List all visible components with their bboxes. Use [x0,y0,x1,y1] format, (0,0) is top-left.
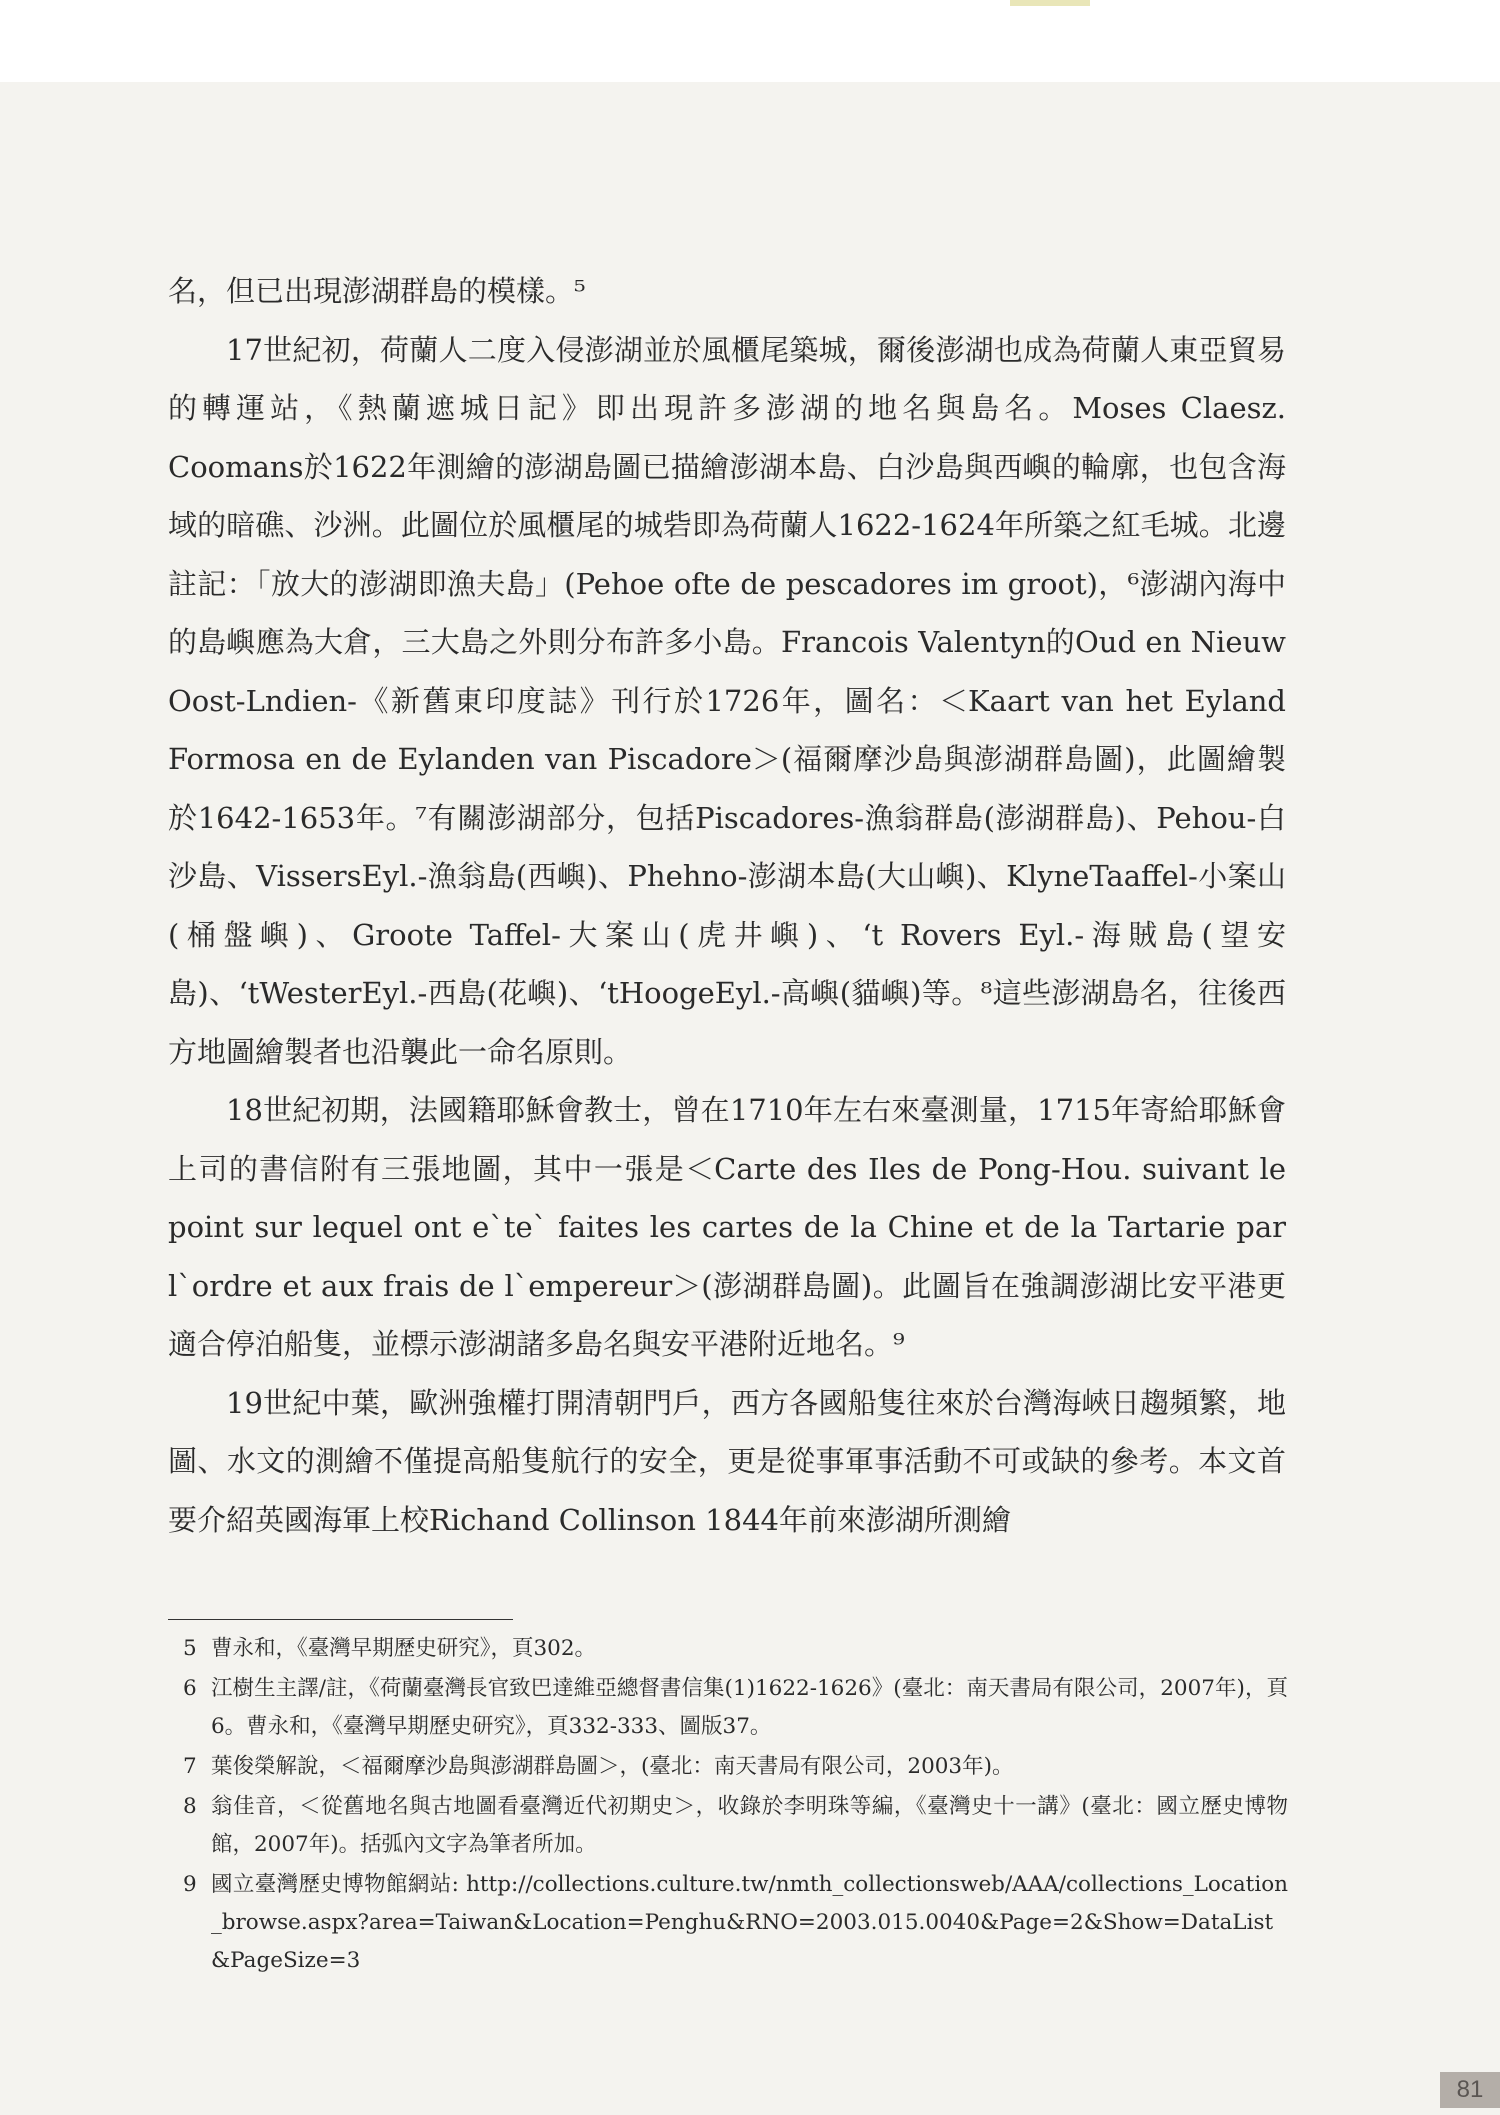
footnote-number: 5 [183,1636,197,1661]
footnotes [183,1630,1288,1982]
footnote-number: 9 [183,1872,197,1897]
footnote-text: 國立臺灣歷史博物館網站: http://collections.culture.tw/nmth_collectionsweb/AAA/collections_Location_browse.aspx?area=Taiwan&Location=Penghu&RNO=2003.015.0040&Page=2&Show=DataList&PageSize=3 [211,1872,1288,1973]
paragraph-1: 名，但已出現澎湖群島的模樣。⁵ [168,274,586,308]
footnote-5 [183,1630,1288,1668]
footnote-number: 6 [183,1676,197,1701]
footnote-9 [183,1866,1288,1980]
footnote-text: 翁佳音，＜從舊地名與古地圖看臺灣近代初期史＞，收錄於李明珠等編，《臺灣史十一講》(臺北：國立歷史博物館，2007年)。括弧內文字為筆者所加。 [211,1794,1288,1857]
footnote-7 [183,1748,1288,1786]
footnote-divider [168,1619,513,1620]
paragraph-3: 18世紀初期，法國籍耶穌會教士，曾在1710年左右來臺測量，1715年寄給耶穌會上司的書信附有三張地圖，其中一張是＜Carte des Iles de Pong-Hou. suivant le point sur lequel ont e`te` faites les cartes de la Chine et de la Tartarie par l`ordre et aux frais de l`empereur＞(澎湖群島圖)。此圖旨在強調澎湖比安平港更適合停泊船隻，並標示澎湖諸多島名與安平港附近地名。⁹ [168,1093,1286,1361]
footnote-8 [183,1788,1288,1864]
page-number: 81 [1440,2072,1500,2108]
page-top-band [0,0,1500,82]
top-color-mark [1010,0,1090,6]
footnote-number: 8 [183,1794,197,1819]
footnote-text: 江樹生主譯/註，《荷蘭臺灣長官致巴達維亞總督書信集(1)1622-1626》(臺北：南天書局有限公司，2007年)，頁6。曹永和，《臺灣早期歷史研究》，頁332-333、圖版37。 [211,1676,1288,1739]
body-text [168,262,1286,1549]
footnote-number: 7 [183,1754,197,1779]
footnote-text: 曹永和，《臺灣早期歷史研究》，頁302。 [211,1636,597,1661]
paragraph-4: 19世紀中葉，歐洲強權打開清朝門戶，西方各國船隻往來於台灣海峽日趨頻繁，地圖、水文的測繪不僅提高船隻航行的安全，更是從事軍事活動不可或缺的參考。本文首要介紹英國海軍上校Richand Collinson 1844年前來澎湖所測繪 [168,1385,1286,1537]
footnote-text: 葉俊榮解說，＜福爾摩沙島與澎湖群島圖＞，(臺北：南天書局有限公司，2003年)。 [211,1754,1014,1779]
footnote-6 [183,1670,1288,1746]
paragraph-2: 17世紀初，荷蘭人二度入侵澎湖並於風櫃尾築城，爾後澎湖也成為荷蘭人東亞貿易的轉運站，《熱蘭遮城日記》即出現許多澎湖的地名與島名。Moses Claesz. Coomans於1622年測繪的澎湖島圖已描繪澎湖本島、白沙島與西嶼的輪廓，也包含海域的暗礁、沙洲。此圖位於風櫃尾的城砦即為荷蘭人1622-1624年所築之紅毛城。北邊註記：「放大的澎湖即漁夫島」(Pehoe ofte de pescadores im groot)，⁶澎湖內海中的島嶼應為大倉，三大島之外則分布許多小島。Francois Valentyn的Oud en Nieuw Oost-Lndien-《新舊東印度誌》刊行於1726年，圖名：＜Kaart van het Eyland Formosa en de Eylanden van Piscadore＞(福爾摩沙島與澎湖群島圖)，此圖繪製於1642-1653年。⁷有關澎湖部分，包括Piscadores-漁翁群島(澎湖群島)、Pehou-白沙島、VissersEyl.-漁翁島(西嶼)、Phehno-澎湖本島(大山嶼)、KlyneTaaffel-小案山(桶盤嶼)、Groote Taffel-大案山(虎井嶼)、‘t Rovers Eyl.-海賊島(望安島)、‘tWesterEyl.-西島(花嶼)、‘tHoogeEyl.-高嶼(貓嶼)等。⁸這些澎湖島名，往後西方地圖繪製者也沿襲此一命名原則。 [168,332,1286,1069]
